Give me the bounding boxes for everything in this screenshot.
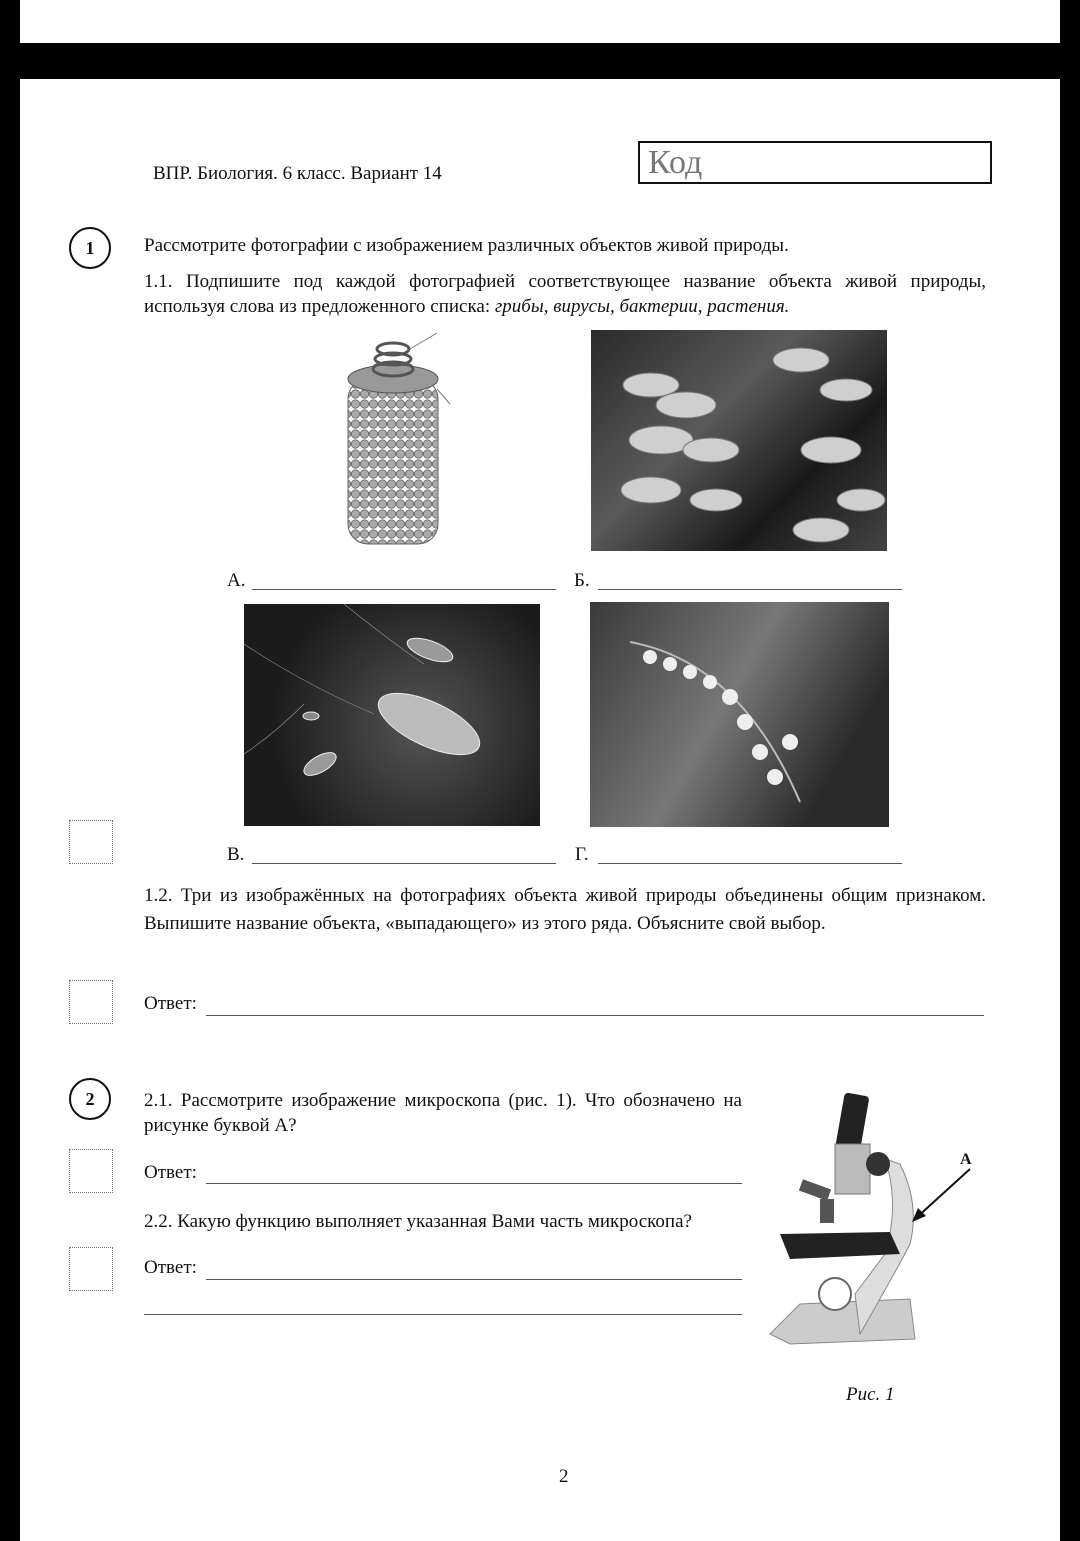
microscope-figure [760,1084,990,1354]
task-2-1-question: 2.1. Рассмотрите изображение микроскопа (рис. 1). Что обозначено на рисунке буквой А? [144,1090,742,1136]
task-2-number-text: 2 [85,1088,95,1109]
page-header-title: ВПР. Биология. 6 класс. Вариант 14 [153,163,442,184]
mushroom-photo-icon [591,330,887,551]
answer-line-b[interactable] [598,589,902,590]
task-2-2-question: 2.2. Какую функцию выполняет указанная Вами часть микроскопа? [144,1211,692,1232]
lily-image [590,602,889,827]
task-1-2-question: 1.2. Три из изображённых на фотографиях объекта живой природы объединены общим признаком. Выпишите название объекта, «выпадающего» из этого ряда. Объясните свой выбор. [144,885,986,934]
answer-line-2-2[interactable] [206,1279,742,1280]
task-1-1-text: 1.1. Подпишите под каждой фотографией соответствующее название объекта живой природы, используя слова из предложенного списка: [144,271,986,317]
lily-photo-icon [590,602,889,827]
score-box-2-2[interactable] [69,1247,113,1291]
answer-line-2-1[interactable] [206,1183,742,1184]
code-label: Код [648,144,703,181]
microscope-icon [760,1084,990,1354]
mushrooms-image [591,330,887,551]
task-1-number [69,227,111,269]
task-1-number-text: 1 [85,237,95,258]
answer-label-2-1: Ответ: [144,1162,197,1183]
task-1-intro: Рассмотрите фотографии с изображением различных объектов живой природы. [144,235,789,256]
code-field[interactable] [638,141,992,184]
answer-line-v[interactable] [252,863,556,864]
top-page-strip [20,0,1060,43]
label-g: Г. [575,844,589,865]
score-box-1-2[interactable] [69,980,113,1024]
task-1-1-question [144,269,986,319]
bacteria-image [244,604,540,826]
virus-illustration-icon [342,329,452,549]
answer-line-2-2-extra[interactable] [144,1314,742,1315]
answer-line-g[interactable] [598,863,902,864]
bacteria-micrograph-icon [244,604,540,826]
virus-image [342,329,452,549]
score-box-2-1[interactable] [69,1149,113,1193]
label-v: В. [227,844,245,865]
label-a: А. [227,570,246,591]
answer-line-1-2[interactable] [206,1015,984,1016]
worksheet-page [20,79,1060,1541]
answer-label-1-2: Ответ: [144,993,197,1014]
answer-label-2-2: Ответ: [144,1257,197,1278]
score-box-1-1[interactable] [69,820,113,864]
task-2-number [69,1078,111,1120]
label-b: Б. [574,570,590,591]
answer-line-a[interactable] [252,589,556,590]
figure-letter-a: А [960,1151,972,1168]
task-1-1-word-list: грибы, вирусы, бактерии, растения. [494,296,790,317]
page-number: 2 [559,1466,569,1487]
figure-caption: Рис. 1 [846,1384,895,1405]
